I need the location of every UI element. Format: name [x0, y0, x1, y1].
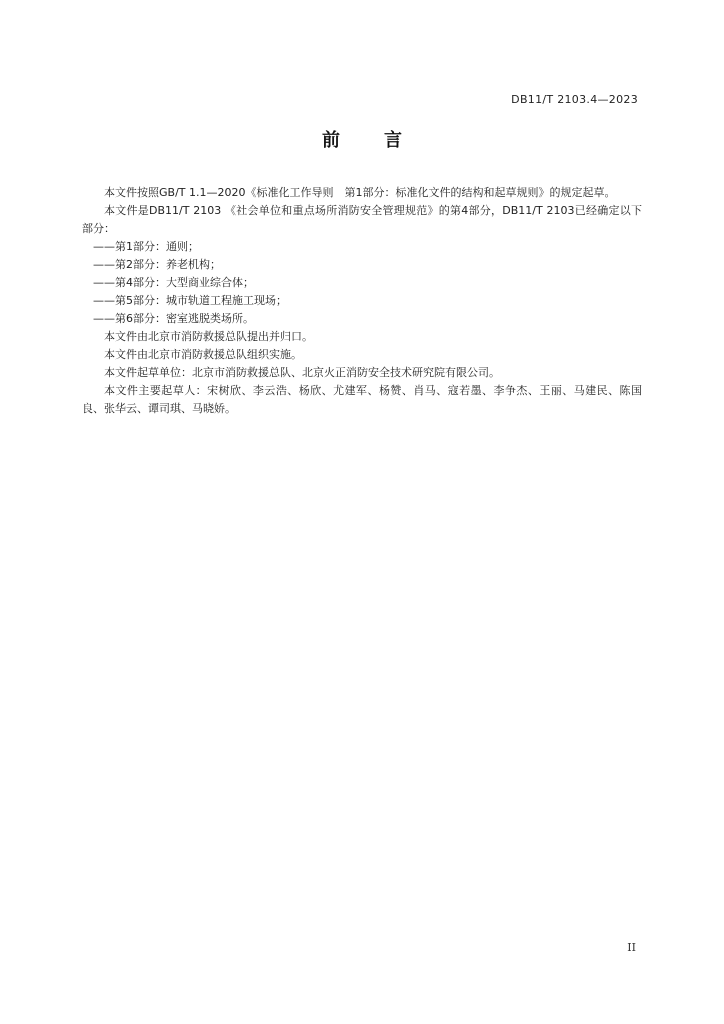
paragraph-organized-by: 本文件由北京市消防救援总队组织实施。 [104, 348, 302, 361]
list-item-part-2: ——第2部分：养老机构； [93, 258, 221, 271]
paragraph-series-intro: 本文件是DB11/T 2103 《社会单位和重点场所消防安全管理规范》的第4部分，DB11/T 2103已经确定以下部分： [82, 204, 642, 235]
title-char-1: 前 [322, 130, 340, 151]
page-title [0, 126, 724, 152]
title-char-2: 言 [384, 130, 402, 151]
standard-code: DB11/T 2103.4—2023 [511, 93, 638, 106]
list-item-part-6: ——第6部分：密室逃脱类场所。 [93, 312, 254, 325]
paragraph-proposed-by: 本文件由北京市消防救援总队提出并归口。 [104, 330, 313, 343]
page-number: II [627, 941, 636, 954]
list-item-part-5: ——第5部分：城市轨道工程施工现场； [93, 294, 287, 307]
paragraph-drafters: 本文件主要起草人：宋树欣、李云浩、杨欣、尤建军、杨赞、肖马、寇若墨、李争杰、王丽、马建民、陈国良、张华云、谭司琪、马晓娇。 [82, 384, 642, 415]
paragraph-drafting-units: 本文件起草单位：北京市消防救援总队、北京火正消防安全技术研究院有限公司。 [104, 366, 500, 379]
list-item-part-4: ——第4部分：大型商业综合体； [93, 276, 254, 289]
paragraph-drafting-rules: 本文件按照GB/T 1.1—2020《标准化工作导则 第1部分：标准化文件的结构和起草规则》的规定起草。 [104, 186, 616, 199]
list-item-part-1: ——第1部分：通则； [93, 240, 199, 253]
foreword-body [82, 184, 642, 418]
